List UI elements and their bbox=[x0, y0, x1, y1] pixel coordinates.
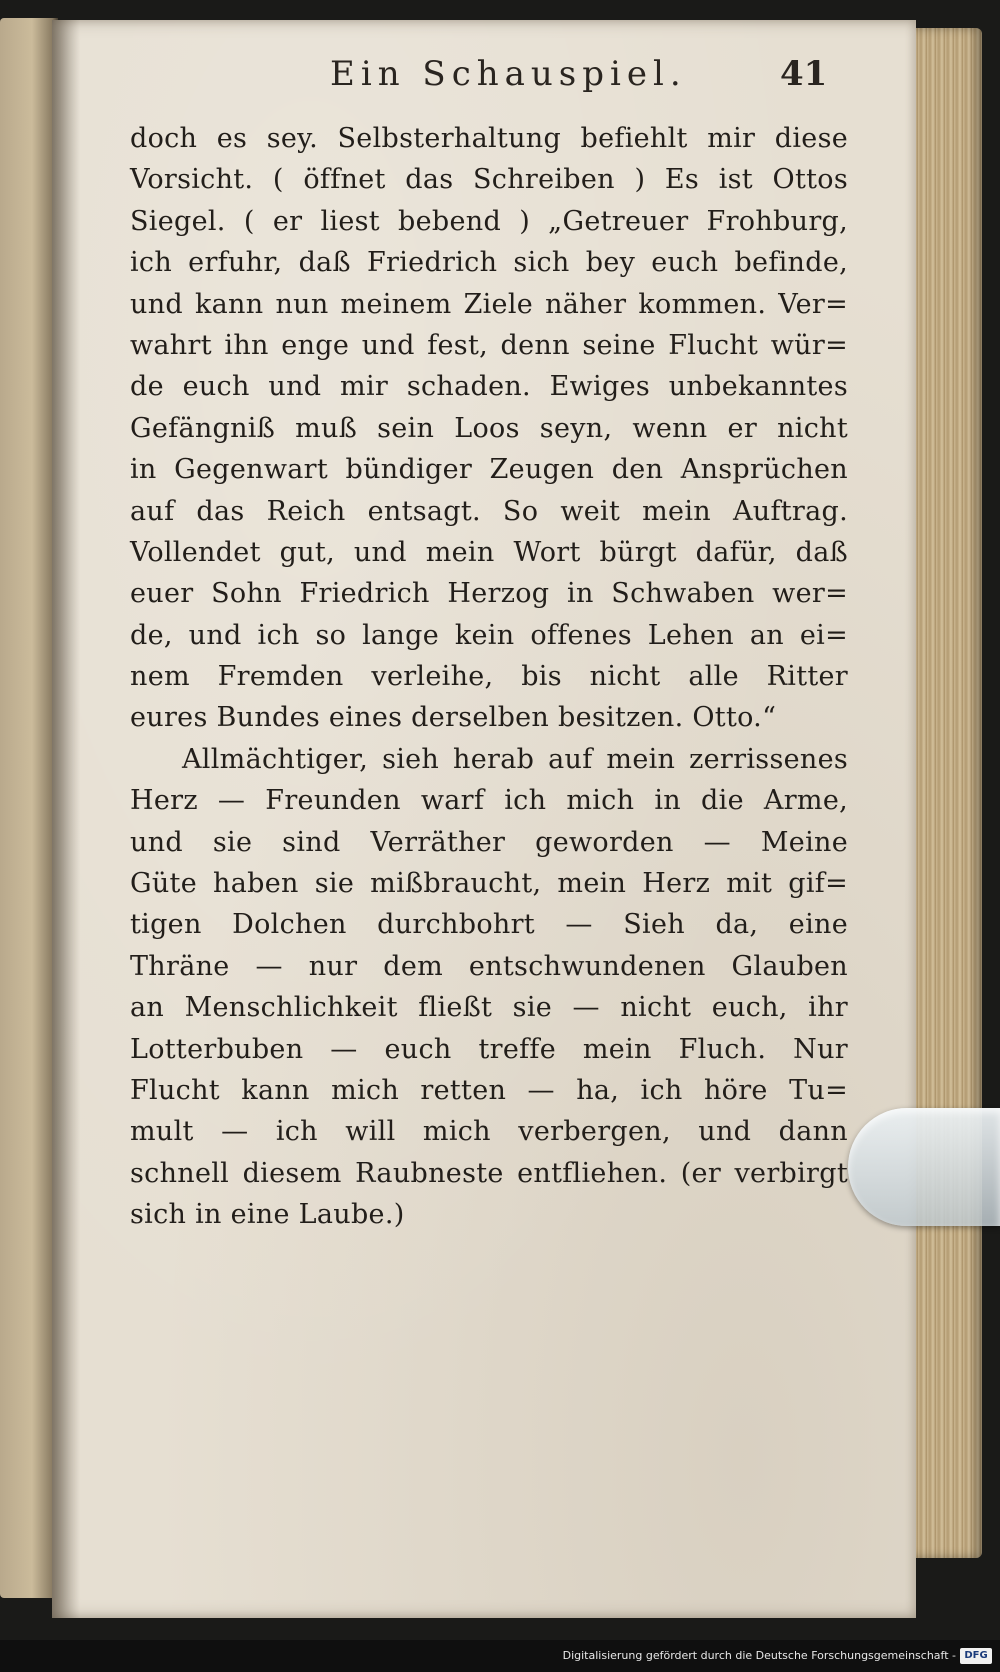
text-line: Allmächtiger, sieh herab auf mein zerrissenes bbox=[182, 743, 848, 775]
text-line: und kann nun meinem Ziele näher kommen. Ver= bbox=[130, 288, 848, 320]
text-line: in Gegenwart bündiger Zeugen den Ansprüchen bbox=[130, 454, 848, 486]
page-header bbox=[80, 50, 840, 110]
text-line: doch es sey. Selbsterhaltung befiehlt mir diese bbox=[130, 123, 848, 154]
text-line: euer Sohn Friedrich Herzog in Schwaben wer= bbox=[130, 578, 848, 610]
text-line: Herz — Freunden warf ich mich in die Arme, bbox=[130, 785, 848, 817]
text-line: eures Bundes eines derselben besitzen. Otto.“ bbox=[130, 702, 777, 734]
previous-page-edge bbox=[0, 18, 58, 1598]
text-line: Vollendet gut, und mein Wort bürgt dafür, daß bbox=[130, 536, 848, 568]
text-line: Thräne — nur dem entschwundenen Glauben bbox=[130, 950, 848, 982]
text-line: schnell diesem Raubneste entfliehen. (er verbirgt bbox=[130, 1157, 848, 1189]
text-line: Siegel. ( er liest bebend ) „Getreuer Frohburg, bbox=[130, 205, 848, 237]
text-line: tigen Dolchen durchbohrt — Sieh da, eine bbox=[130, 909, 848, 941]
running-title: Ein Schauspiel. bbox=[330, 54, 687, 94]
page-number: 41 bbox=[780, 54, 828, 94]
text-line: Gefängniß muß sein Loos seyn, wenn er nicht bbox=[130, 412, 848, 444]
text-line: wahrt ihn enge und fest, denn seine Flucht wür= bbox=[130, 329, 848, 361]
text-line: und sie sind Verräther geworden — Meine bbox=[130, 826, 848, 858]
page-clip bbox=[848, 1108, 1000, 1226]
text-line: Lotterbuben — euch treffe mein Fluch. Nur bbox=[130, 1033, 848, 1065]
dfg-logo: DFG bbox=[960, 1648, 992, 1664]
text-line: an Menschlichkeit fließt sie — nicht euch, ihr bbox=[130, 992, 848, 1024]
gutter-shadow bbox=[52, 20, 80, 1618]
text-line: nem Fremden verleihe, bis nicht alle Ritter bbox=[130, 661, 848, 693]
text-line: Güte haben sie mißbraucht, mein Herz mit gif= bbox=[130, 868, 848, 900]
text-line: de euch und mir schaden. Ewiges unbekanntes bbox=[130, 371, 848, 403]
text-line: Flucht kann mich retten — ha, ich höre Tu= bbox=[130, 1074, 848, 1106]
text-line: Vorsicht. ( öffnet das Schreiben ) Es ist Ottos bbox=[130, 164, 848, 196]
text-line: de, und ich so lange kein offenes Lehen an ei= bbox=[130, 619, 848, 651]
text-line: mult — ich will mich verbergen, und dann bbox=[130, 1116, 848, 1148]
text-line: sich in eine Laube.) bbox=[130, 1199, 405, 1231]
digitization-footer bbox=[0, 1640, 1000, 1672]
text-line: auf das Reich entsagt. So weit mein Auftrag. bbox=[130, 495, 848, 527]
body-text bbox=[130, 118, 848, 1236]
footer-credit: Digitalisierung gefördert durch die Deutsche Forschungsgemeinschaft - bbox=[562, 1649, 956, 1662]
text-line: ich erfuhr, daß Friedrich sich bey euch befinde, bbox=[130, 247, 848, 279]
